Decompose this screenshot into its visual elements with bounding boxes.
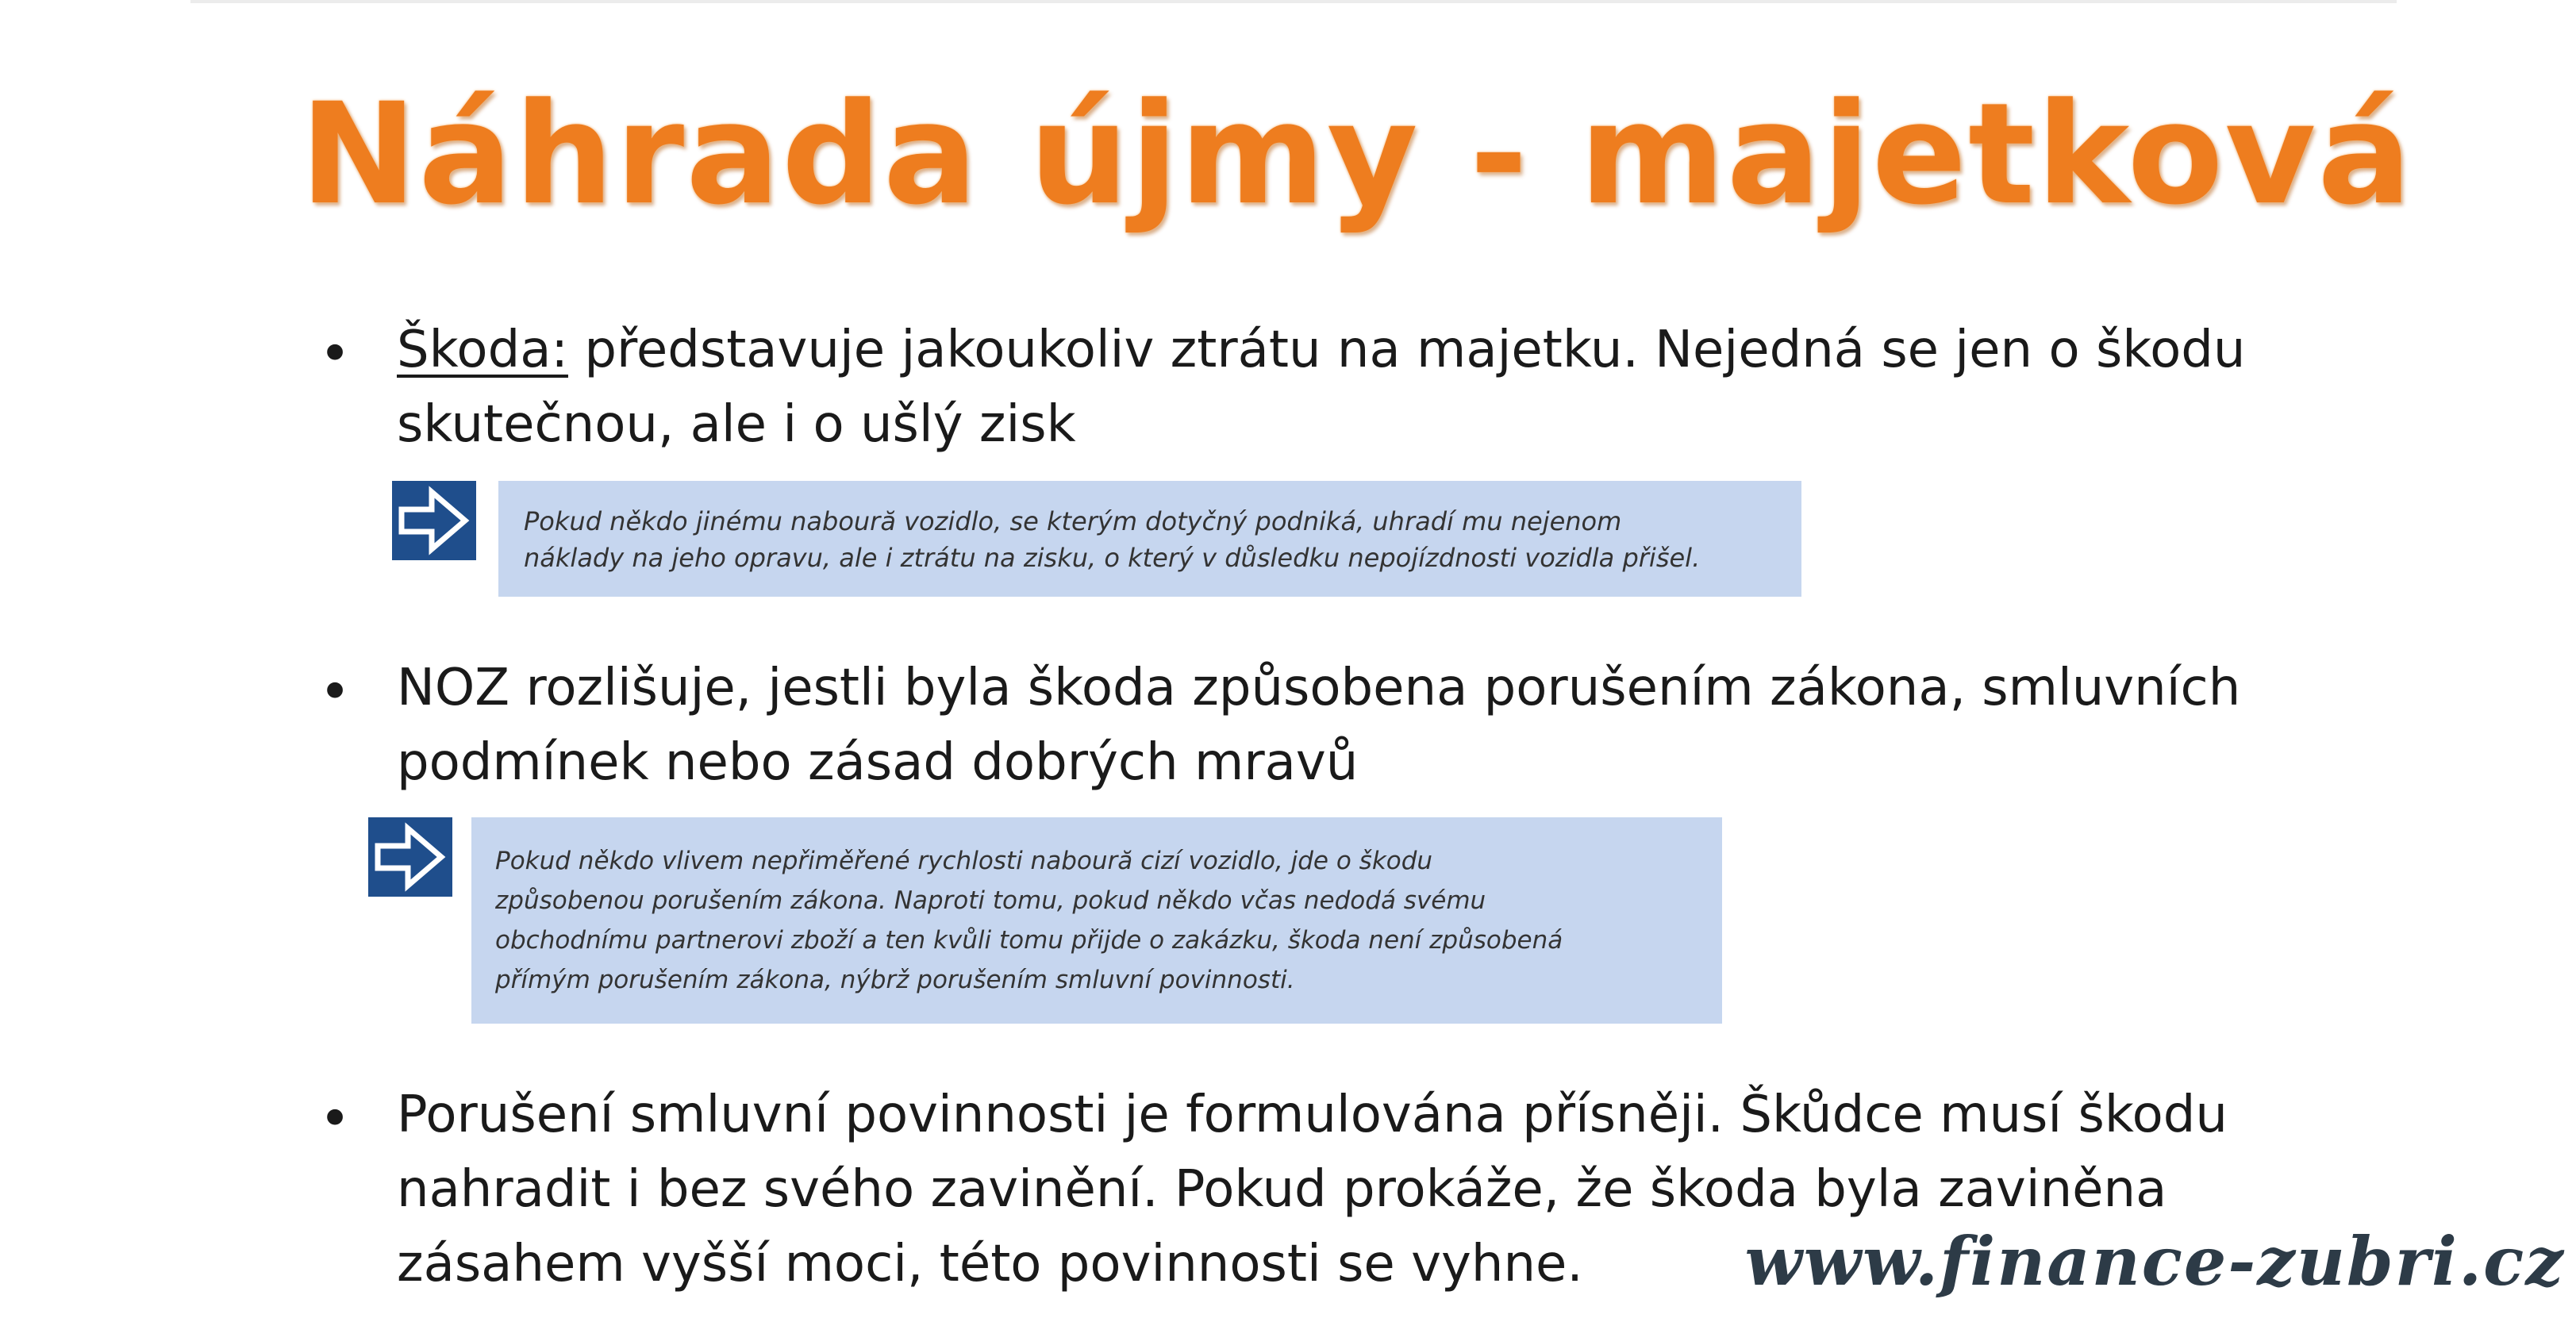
bullet-text-1 [397,313,2246,462]
bullet-3-line-1: Porušení smluvní povinnosti je formulována přísněji. Škůdce musí škodu [397,1086,2228,1144]
note-2-line-3: obchodnímu partnerovi zboží a ten kvůli tomu přijde o zakázku, škoda není způsobená [495,926,1563,955]
note-1-line-1: Pokud někdo jinému naboură vozidlo, se kterým dotyčný podniká, uhradí mu nejenom [524,506,1622,536]
right-arrow-icon [392,481,476,560]
watermark: www.finance-zubri.cz [1744,1222,2565,1301]
bullet-3-line-2: nahradit i bez svého zavinění. Pokud prokáže, že škoda byla zaviněna [397,1160,2167,1219]
bullet-2-line-1: NOZ rozlišuje, jestli byla škoda způsobena porušením zákona, smluvních [397,659,2241,717]
bullet-3-line-3: zásahem vyšší moci, této povinnosti se vyhne. [397,1235,1583,1293]
bullet-marker: • [319,661,352,724]
slide-title: Náhrada újmy - majetková [300,73,2413,236]
bullet-marker: • [319,323,352,386]
note-2-line-4: přímým porušením zákona, nýbrž porušením smluvní povinnosti. [495,966,1295,994]
top-divider [190,0,2397,3]
right-arrow-icon [368,817,452,897]
note-box-2 [471,817,1722,1024]
note-2-line-2: způsobenou porušením zákona. Naproti tomu, pokud někdo včas nedodá svému [495,886,1486,915]
bullet-2-line-2: podmínek nebo zásad dobrých mravů [397,733,1359,792]
bullet-1-line-1 [397,313,2246,387]
note-1-line-2: náklady na jeho opravu, ale i ztrátu na zisku, o který v důsledku nepojízdnosti vozidla přišel. [524,543,1701,573]
skoda-label: Škoda: [397,321,568,379]
bullet-1-line-1-rest: představuje jakoukoliv ztrátu na majetku. Nejedná se jen o škodu [567,321,2246,379]
bullet-1-line-2: skutečnou, ale i o ušlý zisk [397,395,1076,454]
bullet-marker: • [319,1088,352,1151]
note-2-line-1: Pokud někdo vlivem nepřiměřené rychlosti naboură cizí vozidlo, jde o škodu [495,847,1433,875]
note-box-1 [498,481,1801,597]
bullet-text-2 [397,651,2246,800]
